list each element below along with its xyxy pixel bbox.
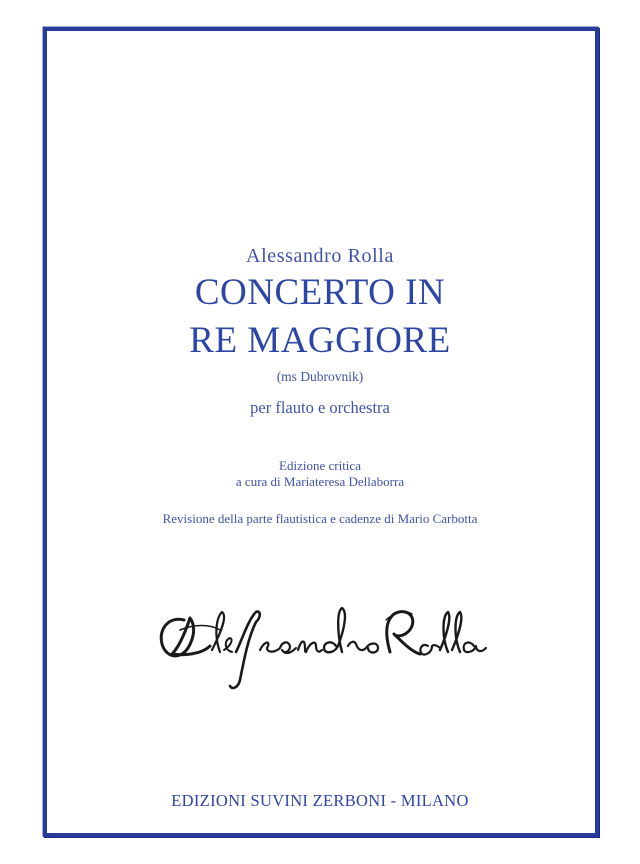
composer-name: Alessandro Rolla xyxy=(246,245,394,267)
cover-border-frame xyxy=(43,27,599,837)
edition-type: Edizione critica xyxy=(279,458,361,473)
title-line-1: CONCERTO IN xyxy=(194,272,446,313)
instrumentation: per flauto e orchestra xyxy=(250,398,390,417)
curator-credit: a cura di Mariateresa Dellaborra xyxy=(235,474,405,489)
composer-signature xyxy=(150,590,490,700)
title-line-2: RE MAGGIORE xyxy=(189,320,451,361)
manuscript-note: (ms Dubrovnik) xyxy=(276,369,364,384)
publisher-imprint: EDIZIONI SUVINI ZERBONI - MILANO xyxy=(171,791,469,810)
revision-credit: Revisione della parte flautistica e cadenze di Mario Carbotta xyxy=(162,511,478,526)
